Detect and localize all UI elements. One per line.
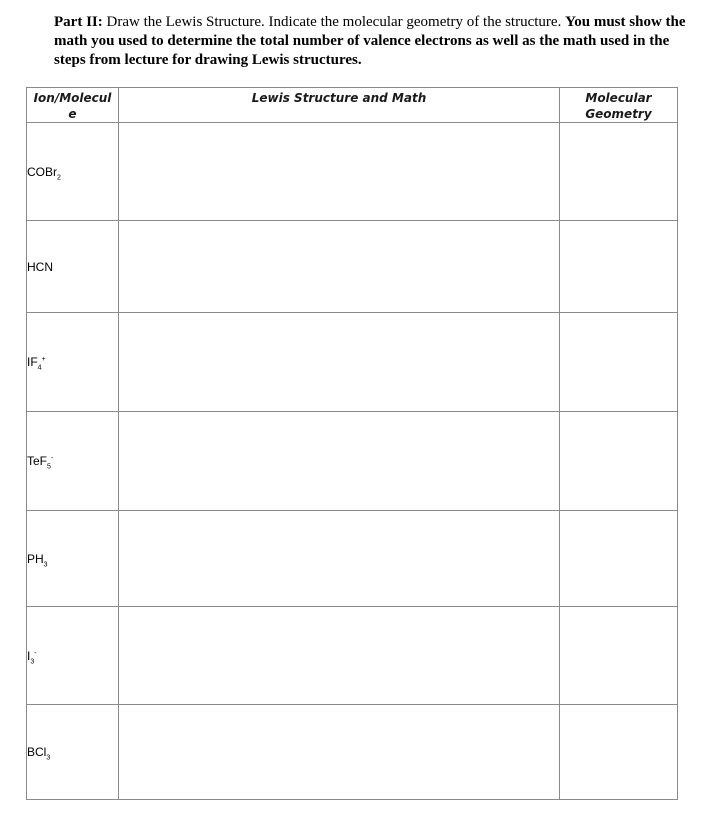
table-row [27,511,678,607]
instructions-bold-text: You must show the math you used to determine the total number of valence electrons as well as the math used in the steps from lecture for drawing Lewis structures. [54,14,686,68]
species-formula: $PH_3$ [27,551,48,568]
species-formula: $I_3^-$ [27,648,37,665]
worksheet-table [26,87,678,800]
instructions-paragraph [54,13,690,70]
geometry-answer-cell[interactable] [560,511,678,607]
lewis-structure-answer-cell[interactable] [119,412,560,511]
species-cell [27,607,119,705]
species-cell [27,221,119,313]
table-row [27,123,678,221]
species-formula: HCN [27,259,53,274]
lewis-structure-answer-cell[interactable] [119,705,560,800]
geometry-answer-cell[interactable] [560,221,678,313]
header-geometry-line2: Geometry [585,107,652,121]
geometry-answer-cell[interactable] [560,313,678,412]
species-formula: TeF$_5$- [27,454,54,471]
geometry-answer-cell[interactable] [560,123,678,221]
table-row [27,313,678,412]
header-lewis-structure-label: Lewis Structure and Math [251,91,427,105]
species-cell [27,511,119,607]
lewis-structure-answer-cell[interactable] [119,313,560,412]
species-cell [27,412,119,511]
lewis-structure-answer-cell[interactable] [119,511,560,607]
species-formula: $IF_4^+$ [27,355,46,372]
header-molecular-geometry [560,88,678,123]
header-lewis-structure [119,88,560,123]
lewis-structure-answer-cell[interactable] [119,221,560,313]
species-cell [27,123,119,221]
header-ion-molecule-line1: Ion/Molecul [33,91,112,105]
instructions-text: Draw the Lewis Structure. Indicate the molecular geometry of the structure. [102,14,566,30]
geometry-answer-cell[interactable] [560,705,678,800]
header-row [27,88,678,123]
geometry-answer-cell[interactable] [560,412,678,511]
lewis-structure-answer-cell[interactable] [119,123,560,221]
species-cell [27,705,119,800]
table-row [27,705,678,800]
header-ion-molecule-line2: e [68,107,77,121]
species-cell [27,313,119,412]
part-label: Part II: [54,14,103,30]
geometry-answer-cell[interactable] [560,607,678,705]
header-ion-molecule [27,88,119,123]
species-formula: BCl$_3$ [27,745,51,762]
table-row [27,607,678,705]
table-row [27,221,678,313]
species-formula: COBr$_2$ [27,164,61,181]
lewis-structure-answer-cell[interactable] [119,607,560,705]
table-row [27,412,678,511]
header-geometry-line1: Molecular [585,91,652,105]
